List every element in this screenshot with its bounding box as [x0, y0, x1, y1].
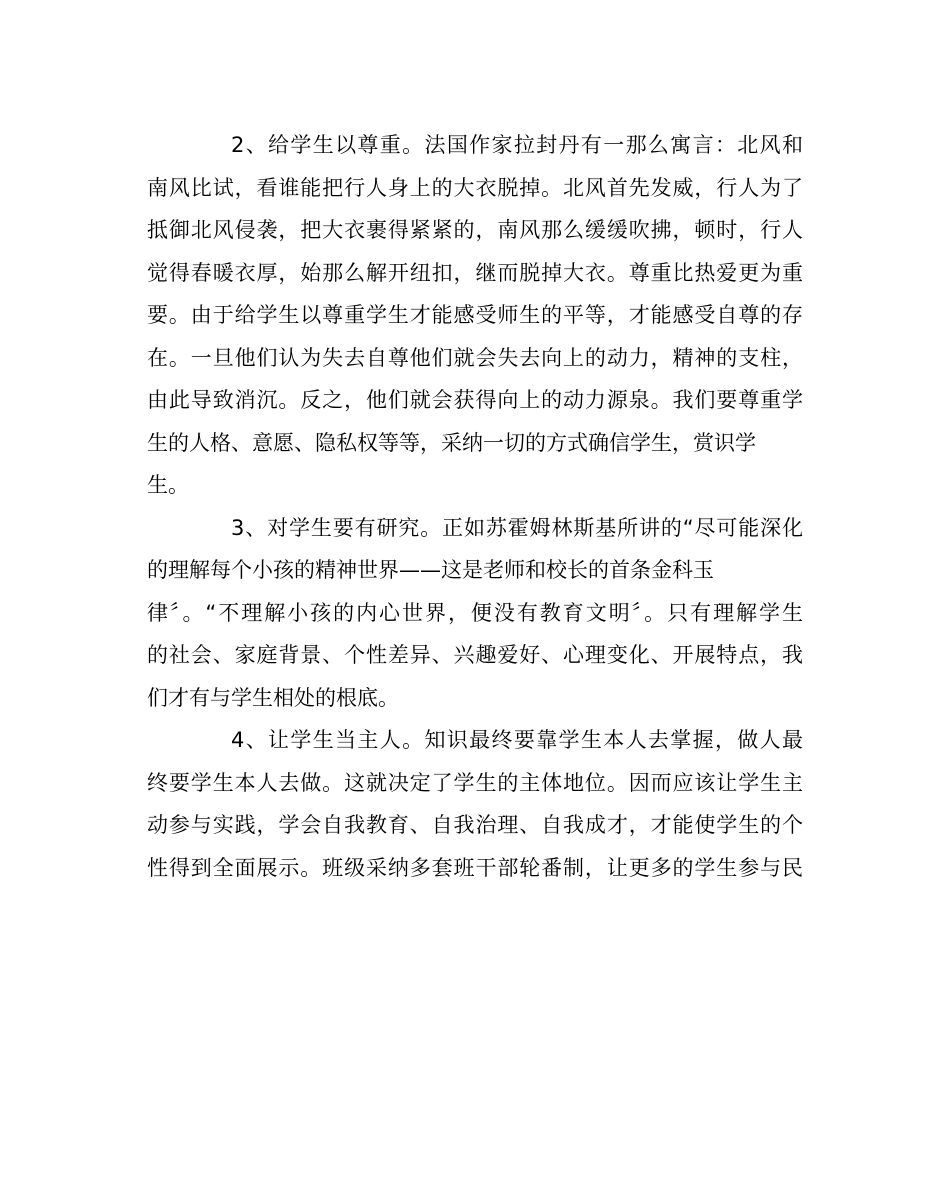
- paragraph-2-line-2: 的理解每个小孩的精神世界——这是老师和校长的首条金科玉: [147, 558, 714, 582]
- paragraph-1-line-5: 要。由于给学生以尊重学生才能感受师生的平等，才能感受自尊的存: [147, 303, 803, 327]
- paragraph-3-line-4: 性得到全面展示。班级采纳多套班干部轮番制，让更多的学生参与民: [147, 855, 803, 880]
- paragraph-2-line-4: 的社会、家庭背景、个性差异、兴趣爱好、心理变化、开展特点，我: [147, 643, 803, 667]
- paragraph-3-line-1: 4、让学生当主人。知识最终要靠学生本人去掌握，做人最: [231, 728, 803, 752]
- paragraph-1-line-3: 抵御北风侵袭，把大衣裹得紧紧的，南风那么缓缓吹拂，顿时，行人: [147, 218, 803, 242]
- paragraph-3-line-2: 终要学生本人去做。这就决定了学生的主体地位。因而应该让学生主: [147, 770, 803, 795]
- paragraph-1-line-6: 在。一旦他们认为失去自尊他们就会失去向上的动力，精神的支柱，: [147, 345, 803, 370]
- paragraph-2-line-1: 3、对学生要有研究。正如苏霍姆林斯基所讲的“尽可能深化: [231, 515, 803, 540]
- body-text: [147, 124, 803, 889]
- paragraph-1-line-4: 觉得春暖衣厚，始那么解开纽扣，继而脱掉大衣。尊重比热爱更为重: [147, 260, 803, 285]
- paragraph-1-line-1: 2、给学生以尊重。法国作家拉封丹有一那么寓言：北风和: [231, 133, 803, 157]
- paragraph-1-line-8: 生的人格、意愿、隐私权等等，采纳一切的方式确信学生，赏识学: [147, 430, 756, 455]
- paragraph-3-line-3: 动参与实践，学会自我教育、自我治理、自我成才，才能使学生的个: [147, 813, 803, 837]
- paragraph-1-line-7: 由此导致消沉。反之，他们就会获得向上的动力源泉。我们要尊重学: [147, 388, 803, 412]
- paragraph-1-line-9: 生。: [147, 473, 189, 497]
- paragraph-2-line-5: 们才有与学生相处的根底。: [147, 685, 399, 710]
- paragraph-1-line-2: 南风比试，看谁能把行人身上的大衣脱掉。北风首先发威，行人为了: [147, 175, 803, 200]
- paragraph-2-line-3: 律〞。“不理解小孩的内心世界，便没有教育文明〞。只有理解学生: [147, 600, 803, 625]
